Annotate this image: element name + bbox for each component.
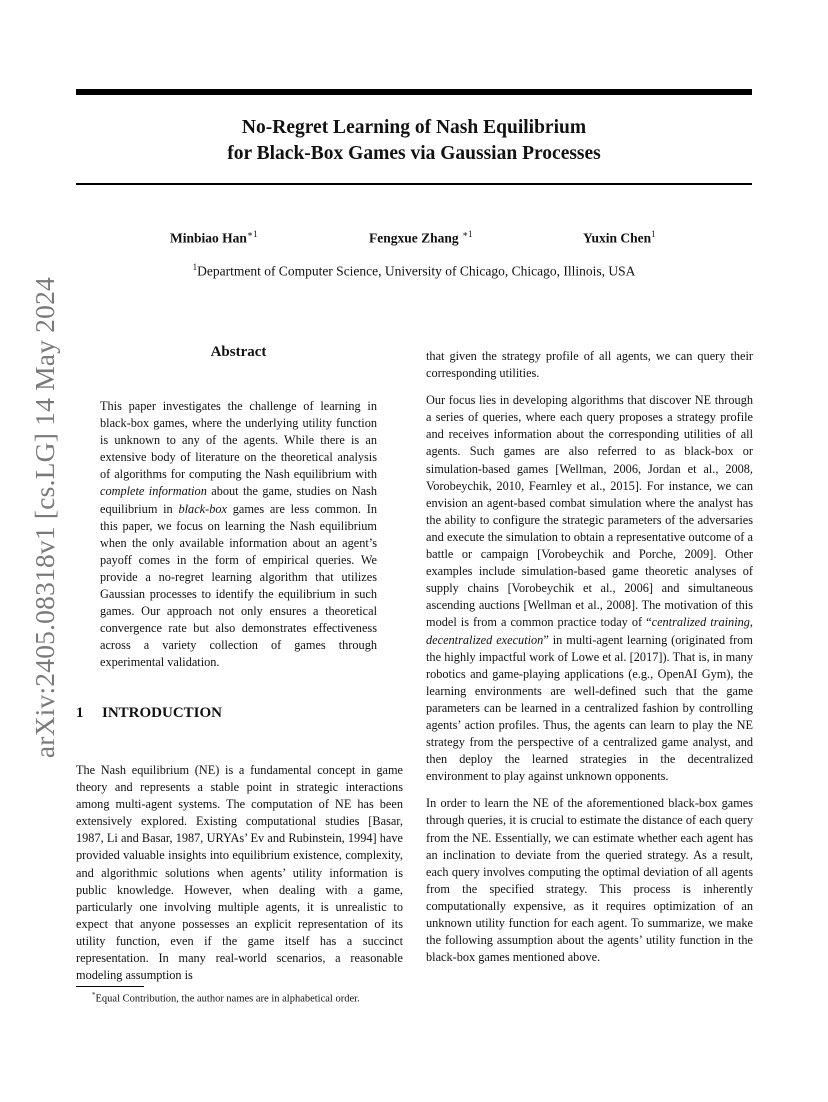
author-3 xyxy=(583,229,656,247)
right-paragraph-continued: that given the strategy profile of all agents, we can query their corresponding utilities. xyxy=(426,349,753,381)
title-top-rule xyxy=(76,89,752,95)
footnote-text: Equal Contribution, the author names are in alphabetical order. xyxy=(95,993,360,1005)
abstract-body xyxy=(100,398,377,672)
footnote-mark: * xyxy=(92,991,96,999)
right-paragraph-2: In order to learn the NE of the aforementioned black-box games through queries, it is crucial to estimate the distance of each query from the NE. Essentially, we can estimate whether each agent has an inclination to deviate from the queried strategy. As a result, each query involves computing the optimal deviation of all agents from the specified strategy. This process is inherently computationally expensive, as it requires optimization of an unknown utility function for each agent. To summarize, we make the following assumption about the agents’ utility function in the black-box games mentioned above. xyxy=(426,796,753,965)
section-heading-introduction xyxy=(76,705,222,722)
abstract-emphasis-1: complete information xyxy=(100,484,207,499)
right-paragraph-1-rest: ” in multi-agent learning (originated from the highly impactful work of Lowe et al. [2017]). That is, in many robotics and game-playing applications (e.g., OpenAI Gym), the learning environments are well-defined such that the game parameters can be learned in a centralized fashion by controlling agents’ action profiles. Thus, the agents can learn to play the NE strategy from the perspective of a centralized game analyst, and then deploy the learned strategies in the decentralized environment to play against unknown opponents. xyxy=(426,632,753,784)
author-mark: 1 xyxy=(651,229,656,239)
footnote xyxy=(76,988,403,1007)
author-mark: ∗1 xyxy=(462,229,473,239)
affiliation-text: Department of Computer Science, University of Chicago, Chicago, Illinois, USA xyxy=(197,263,636,279)
section-title: INTRODUCTION xyxy=(102,705,223,721)
title-line-1: No-Regret Learning of Nash Equilibrium xyxy=(241,117,587,138)
footnote-rule xyxy=(76,986,144,987)
abstract-emphasis-2: black-box xyxy=(178,501,227,516)
affiliation xyxy=(76,262,752,280)
title-bottom-rule xyxy=(76,183,752,185)
title-line-2: for Black-Box Games via Gaussian Processes xyxy=(227,143,601,164)
right-paragraph-1 xyxy=(426,392,753,785)
author-name: Fengxue Zhang xyxy=(369,230,459,246)
abstract-text-1: This paper investigates the challenge of learning in black-box games, where the underlying utility function is unknown to any of the agents. While there is an extensive body of literature on the theoretical analysis of algorithms for computing the Nash equilibrium with xyxy=(100,399,377,482)
arxiv-stamp xyxy=(22,276,68,759)
section-number: 1 xyxy=(76,705,84,721)
right-paragraph-1-emphasis: centralized training, decentralized execution xyxy=(426,615,753,647)
abstract-text-3: games are less common. In this paper, we focus on learning the Nash equilibrium when the only available information about an agent’s payoff comes in the form of empirical queries. We provide a no-regret learning algorithm that utilizes Gaussian processes to identify the equilibrium in such games. Our approach not only ensures a theoretical convergence rate but also demonstrates effectiveness across a variety collection of games through experimental validation. xyxy=(100,501,378,670)
affiliation-mark: 1 xyxy=(192,262,198,272)
author-name: Yuxin Chen xyxy=(583,230,652,246)
arxiv-stamp-text: arXiv:2405.08318v1 [cs.LG] 14 May 2024 xyxy=(29,276,60,759)
author-mark: ∗1 xyxy=(246,229,258,239)
paper-title xyxy=(76,115,752,167)
right-column xyxy=(426,348,753,976)
abstract-text-2: about the game, studies on Nash equilibrium in xyxy=(100,484,377,516)
abstract-heading: Abstract xyxy=(210,344,267,360)
introduction-paragraph-1: The Nash equilibrium (NE) is a fundamental concept in game theory and represents a stable point in strategic interactions among multi-agent systems. The computation of NE has been extensively explored. Existing computational studies [Basar, 1987, Li and Basar, 1987, URYAs’ Ev and Rubinstein, 1994] have provided valuable insights into equilibrium existence, complexity, and algorithmic solutions when agents’ utility information is public knowledge. However, when dealing with a game, particularly one involving multiple agents, it is unrealistic to expect that anyone possesses an explicit representation of its utility function, even if the game itself has a succinct representation. In many real-world scenarios, a reasonable modeling assumption is xyxy=(76,763,403,983)
author-2 xyxy=(369,229,473,247)
author-1 xyxy=(170,229,258,247)
author-name: Minbiao Han xyxy=(170,230,247,246)
right-paragraph-1-text: Our focus lies in developing algorithms that discover NE through a series of queries, where each query proposes a strategy profile and receives information about the corresponding utilities of all agents. Such games are also referred to as black-box or simulation-based games [Wellman, 2006, Jordan et al., 2008, Vorobeychik, 2010, Fearnley et al., 2015]. For instance, we can envision an agent-based combat simulation where the analyst has the ability to configure the strategic parameters of the adversaries and execute the simulation to obtain a representative outcome of a battle or campaign [Vorobeychik and Porche, 2009]. Other examples include simulation-based game theoretic analyses of supply chains [Vorobeychik et al., 2006] and simultaneous ascending auctions [Wellman et al., 2008]. The motivation of this model is from a common practice today of “ xyxy=(426,393,753,630)
